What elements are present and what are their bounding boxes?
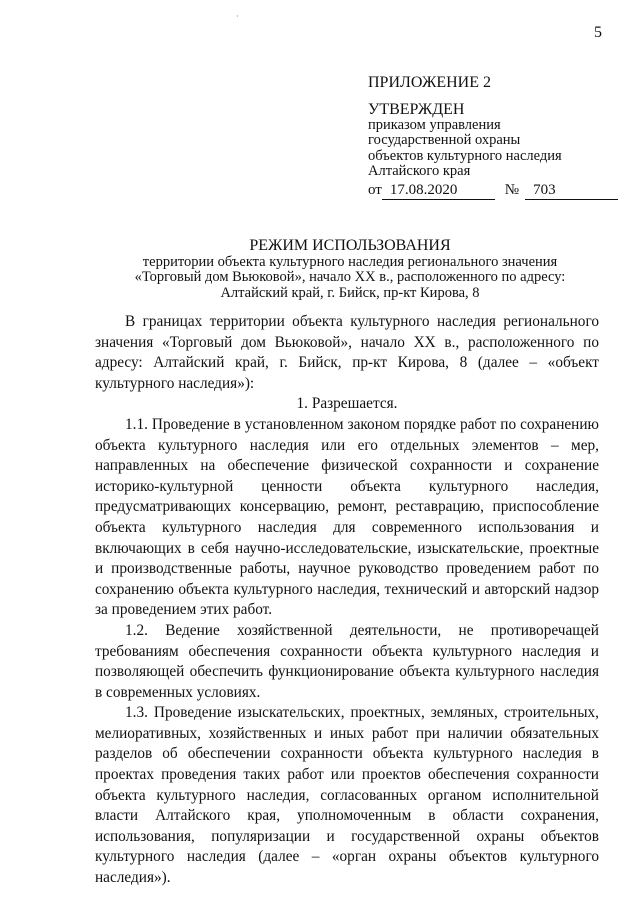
- appendix-label: ПРИЛОЖЕНИЕ 2: [368, 74, 492, 91]
- approved-label: УТВЕРЖДЕН: [368, 100, 465, 118]
- approval-line: объектов культурного наследия: [368, 147, 562, 164]
- approval-line: Алтайского края: [368, 163, 471, 180]
- order-date: 17.08.2020: [382, 183, 495, 200]
- approval-block: [368, 75, 618, 200]
- order-date-number: [368, 183, 618, 200]
- subtitle-line: территории объекта культурного наследия регионального значения: [142, 253, 558, 270]
- subtitle-line: Алтайский край, г. Бийск, пр-кт Кирова, 8: [220, 284, 480, 301]
- approval-line: государственной охраны: [368, 132, 521, 149]
- list-item: 1.2. Ведение хозяйственной деятельности, не противоречащей требованиям обеспечения сохранности объекта культурного наследия и позволяющей обеспечить функционирование объекта культурного наследия в современных условиях.: [95, 621, 599, 701]
- intro-paragraph: В границах территории объекта культурного наследия регионального значения «Торговый дом Вьюковой», начало XX в., расположенного по адресу: Алтайский край, г. Бийск, пр-кт Кирова, 8 (далее – «объект культурного наследия»):: [95, 313, 599, 392]
- document-title: РЕЖИМ ИСПОЛЬЗОВАНИЯ: [249, 237, 451, 254]
- order-number: 703: [525, 183, 618, 200]
- list-item: 1.3. Проведение изыскательских, проектных, земляных, строительных, мелиоративных, хозяйственных и иных работ при наличии обязательных разделов об обеспечении сохранности объекта культурного наследия в проектах проведения таких работ или проектов обеспечения сохранности объекта культурного наследия, согласованных органом исполнительной власти Алтайского края, уполномоченным в области сохранения, использования, популяризации и государственной охраны объектов культурного наследия (далее – «орган охраны объектов культурного наследия»).: [95, 704, 599, 887]
- number-label: №: [504, 181, 520, 198]
- date-prefix: от: [368, 181, 382, 198]
- scan-mark: ·: [236, 12, 239, 21]
- document-heading: [120, 238, 580, 301]
- section-heading: 1. Разрешается.: [296, 395, 398, 413]
- approval-line: приказом управления: [368, 116, 501, 133]
- page-number: 5: [594, 24, 602, 41]
- document-body: [95, 312, 599, 889]
- subtitle-line: «Торговый дом Вьюковой», начало XX в., расположенного по адресу:: [134, 269, 566, 285]
- list-item: 1.1. Проведение в установленном законом порядке работ по сохранению объекта культурного наследия или его отдельных элементов – мер, направленных на обеспечение физической сохранности и сохранение историко-культурной ценности объекта культурного наследия, предусматривающих консервацию, ремонт, реставрацию, приспособление объекта культурного наследия для современного использования и включающих в себя научно-исследовательские, изыскательские, проектные и производственные работы, научное руководство проведением работ по сохранению объекта культурного наследия, технический и авторский надзор за проведением этих работ.: [95, 415, 599, 619]
